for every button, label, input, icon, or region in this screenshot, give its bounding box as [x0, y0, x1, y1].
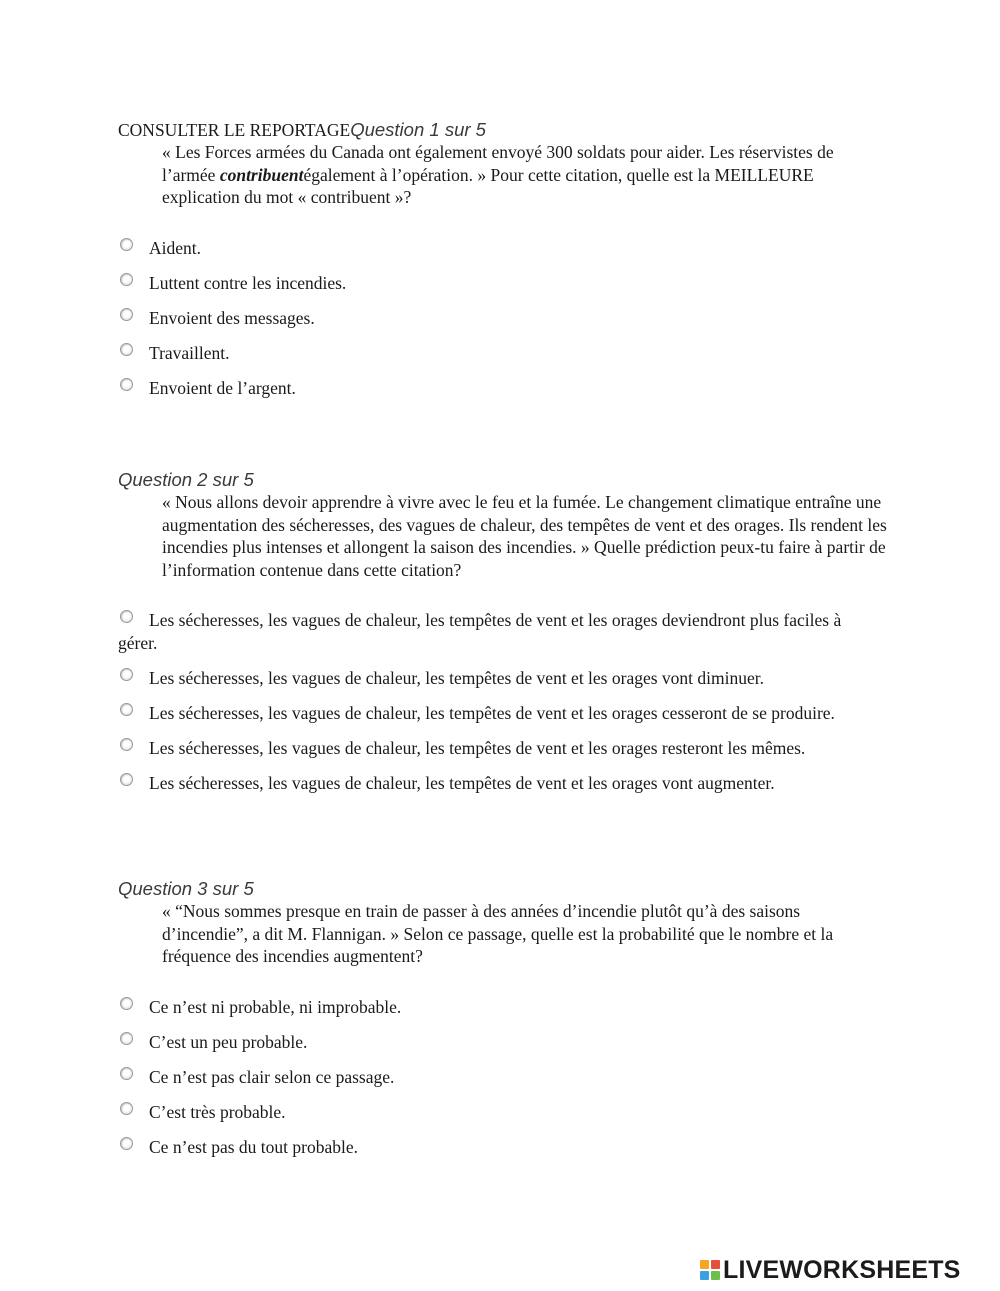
radio-button[interactable] — [120, 1137, 133, 1150]
consult-report-link[interactable]: CONSULTER LE REPORTAGE — [118, 120, 351, 140]
liveworksheets-logo[interactable] — [700, 1257, 961, 1283]
answer-option[interactable]: Les sécheresses, les vagues de chaleur, les tempêtes de vent et les orages cesseront de se produire. — [118, 702, 878, 725]
logo-square — [711, 1260, 720, 1269]
question-1-options — [118, 237, 878, 400]
question-3 — [118, 878, 888, 968]
answer-option[interactable]: C’est très probable. — [118, 1101, 878, 1124]
question-3-title: Question 3 sur 5 — [118, 878, 254, 899]
question-2 — [118, 469, 888, 581]
logo-text: LIVEWORKSHEETS — [723, 1255, 961, 1284]
answer-option[interactable]: Les sécheresses, les vagues de chaleur, les tempêtes de vent et les orages vont diminuer. — [118, 667, 878, 690]
question-2-title: Question 2 sur 5 — [118, 469, 254, 490]
radio-button[interactable] — [120, 1067, 133, 1080]
radio-button[interactable] — [120, 997, 133, 1010]
logo-square — [700, 1260, 709, 1269]
radio-button[interactable] — [120, 1032, 133, 1045]
answer-option[interactable]: Ce n’est ni probable, ni improbable. — [118, 996, 878, 1019]
highlighted-word: contribuent — [219, 164, 304, 185]
radio-button[interactable] — [120, 378, 133, 391]
answer-option[interactable]: Ce n’est pas du tout probable. — [118, 1136, 878, 1159]
answer-option[interactable]: Envoient des messages. — [118, 307, 878, 330]
question-1 — [118, 119, 888, 209]
logo-icon — [700, 1260, 720, 1280]
radio-button[interactable] — [120, 238, 133, 251]
radio-button[interactable] — [120, 343, 133, 356]
answer-option[interactable]: Les sécheresses, les vagues de chaleur, les tempêtes de vent et les orages resteront les mêmes. — [118, 737, 878, 760]
radio-button[interactable] — [120, 308, 133, 321]
radio-button[interactable] — [120, 668, 133, 681]
question-2-options — [118, 609, 878, 795]
answer-option[interactable]: Les sécheresses, les vagues de chaleur, les tempêtes de vent et les orages vont augmenter. — [118, 772, 878, 795]
question-3-prompt: « “Nous sommes presque en train de passer à des années d’incendie plutôt qu’à des saisons d’incendie”, a dit M. Flannigan. » Selon ce passage, quelle est la probabilité que le nombre et la fréquence des incendies augmentent? — [162, 901, 834, 966]
radio-button[interactable] — [120, 610, 133, 623]
answer-option[interactable]: Aident. — [118, 237, 878, 260]
question-1-prompt: « Les Forces armées du Canada ont également envoyé 300 soldats pour aider. Les réservistes de l’armée contribuentégalement à l’opération. » Pour cette citation, quelle est la MEILLEURE explication du mot « contribuent »? — [162, 142, 834, 207]
radio-button[interactable] — [120, 738, 133, 751]
question-1-title: Question 1 sur 5 — [350, 119, 486, 140]
answer-option[interactable]: Luttent contre les incendies. — [118, 272, 878, 295]
logo-square — [711, 1271, 720, 1280]
answer-option[interactable]: Les sécheresses, les vagues de chaleur, les tempêtes de vent et les orages deviendront plus faciles à gérer. — [118, 610, 842, 653]
question-1-header — [118, 119, 888, 141]
radio-button[interactable] — [120, 1102, 133, 1115]
answer-option[interactable]: C’est un peu probable. — [118, 1031, 878, 1054]
radio-button[interactable] — [120, 703, 133, 716]
answer-option[interactable]: Envoient de l’argent. — [118, 377, 878, 400]
radio-button[interactable] — [120, 273, 133, 286]
question-3-options — [118, 996, 878, 1159]
radio-button[interactable] — [120, 773, 133, 786]
answer-option[interactable]: Ce n’est pas clair selon ce passage. — [118, 1066, 878, 1089]
logo-square — [700, 1271, 709, 1280]
answer-option[interactable]: Travaillent. — [118, 342, 878, 365]
question-2-prompt: « Nous allons devoir apprendre à vivre avec le feu et la fumée. Le changement climatique entraîne une augmentation des sécheresses, des vagues de chaleur, des tempêtes de vent et des orages. Ils rendent les incendies plus intenses et allongent la saison des incendies. » Quelle prédiction peux-tu faire à partir de l’information contenue dans cette citation? — [162, 492, 887, 580]
